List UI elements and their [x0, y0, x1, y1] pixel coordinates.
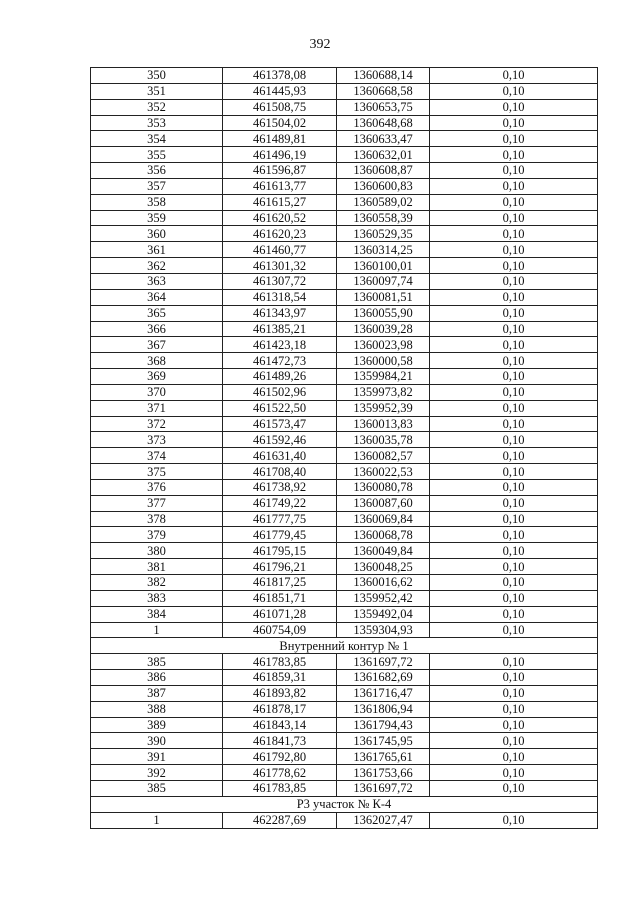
x-coordinate-cell: 461777,75: [223, 511, 337, 527]
point-number-cell: 376: [91, 479, 223, 495]
y-coordinate-cell: 1360558,39: [337, 210, 430, 226]
y-coordinate-cell: 1360068,78: [337, 527, 430, 543]
accuracy-cell: 0,10: [430, 242, 598, 258]
point-number-cell: 384: [91, 606, 223, 622]
accuracy-cell: 0,10: [430, 432, 598, 448]
table-row: [91, 369, 598, 385]
x-coordinate-cell: 461573,47: [223, 416, 337, 432]
point-number-cell: 377: [91, 495, 223, 511]
table-row: [91, 511, 598, 527]
y-coordinate-cell: 1360314,25: [337, 242, 430, 258]
y-coordinate-cell: 1360082,57: [337, 448, 430, 464]
y-coordinate-cell: 1359492,04: [337, 606, 430, 622]
accuracy-cell: 0,10: [430, 622, 598, 638]
section-header-row: [91, 796, 598, 812]
table-row: [91, 131, 598, 147]
point-number-cell: 381: [91, 559, 223, 575]
table-row: [91, 273, 598, 289]
y-coordinate-cell: 1360600,83: [337, 178, 430, 194]
y-coordinate-cell: 1360023,98: [337, 337, 430, 353]
accuracy-cell: 0,10: [430, 527, 598, 543]
accuracy-cell: 0,10: [430, 416, 598, 432]
accuracy-cell: 0,10: [430, 812, 598, 828]
x-coordinate-cell: 461522,50: [223, 400, 337, 416]
accuracy-cell: 0,10: [430, 733, 598, 749]
accuracy-cell: 0,10: [430, 305, 598, 321]
accuracy-cell: 0,10: [430, 289, 598, 305]
y-coordinate-cell: 1359304,93: [337, 622, 430, 638]
point-number-cell: 364: [91, 289, 223, 305]
point-number-cell: 374: [91, 448, 223, 464]
accuracy-cell: 0,10: [430, 685, 598, 701]
table-row: [91, 464, 598, 480]
x-coordinate-cell: 461778,62: [223, 765, 337, 781]
x-coordinate-cell: 461783,85: [223, 654, 337, 670]
y-coordinate-cell: 1360097,74: [337, 273, 430, 289]
accuracy-cell: 0,10: [430, 194, 598, 210]
y-coordinate-cell: 1360039,28: [337, 321, 430, 337]
y-coordinate-cell: 1361716,47: [337, 685, 430, 701]
table-row: [91, 685, 598, 701]
y-coordinate-cell: 1359973,82: [337, 384, 430, 400]
x-coordinate-cell: 461749,22: [223, 495, 337, 511]
accuracy-cell: 0,10: [430, 701, 598, 717]
accuracy-cell: 0,10: [430, 654, 598, 670]
table-row: [91, 258, 598, 274]
point-number-cell: 371: [91, 400, 223, 416]
x-coordinate-cell: 460754,09: [223, 622, 337, 638]
accuracy-cell: 0,10: [430, 273, 598, 289]
table-row: [91, 210, 598, 226]
accuracy-cell: 0,10: [430, 606, 598, 622]
table-row: [91, 670, 598, 686]
x-coordinate-cell: 461596,87: [223, 163, 337, 179]
table-row: [91, 717, 598, 733]
x-coordinate-cell: 461508,75: [223, 99, 337, 115]
point-number-cell: 361: [91, 242, 223, 258]
point-number-cell: 380: [91, 543, 223, 559]
point-number-cell: 366: [91, 321, 223, 337]
x-coordinate-cell: 461841,73: [223, 733, 337, 749]
y-coordinate-cell: 1360080,78: [337, 479, 430, 495]
y-coordinate-cell: 1360648,68: [337, 115, 430, 131]
y-coordinate-cell: 1360608,87: [337, 163, 430, 179]
accuracy-cell: 0,10: [430, 178, 598, 194]
y-coordinate-cell: 1360016,62: [337, 575, 430, 591]
table-row: [91, 479, 598, 495]
point-number-cell: 363: [91, 273, 223, 289]
x-coordinate-cell: 461738,92: [223, 479, 337, 495]
accuracy-cell: 0,10: [430, 210, 598, 226]
table-row: [91, 575, 598, 591]
y-coordinate-cell: 1360055,90: [337, 305, 430, 321]
accuracy-cell: 0,10: [430, 780, 598, 796]
point-number-cell: 390: [91, 733, 223, 749]
table-row: [91, 400, 598, 416]
table-row: [91, 99, 598, 115]
table-row: [91, 765, 598, 781]
accuracy-cell: 0,10: [430, 511, 598, 527]
point-number-cell: 370: [91, 384, 223, 400]
x-coordinate-cell: 461423,18: [223, 337, 337, 353]
table-row: [91, 194, 598, 210]
y-coordinate-cell: 1361794,43: [337, 717, 430, 733]
y-coordinate-cell: 1360087,60: [337, 495, 430, 511]
section-title: Р3 участок № К-4: [91, 796, 598, 812]
y-coordinate-cell: 1360069,84: [337, 511, 430, 527]
point-number-cell: 379: [91, 527, 223, 543]
table-row: [91, 559, 598, 575]
table-row: [91, 543, 598, 559]
accuracy-cell: 0,10: [430, 337, 598, 353]
x-coordinate-cell: 461796,21: [223, 559, 337, 575]
x-coordinate-cell: 461708,40: [223, 464, 337, 480]
x-coordinate-cell: 461615,27: [223, 194, 337, 210]
accuracy-cell: 0,10: [430, 543, 598, 559]
y-coordinate-cell: 1361682,69: [337, 670, 430, 686]
x-coordinate-cell: 461489,81: [223, 131, 337, 147]
y-coordinate-cell: 1362027,47: [337, 812, 430, 828]
y-coordinate-cell: 1360000,58: [337, 353, 430, 369]
table-row: [91, 147, 598, 163]
coordinates-table: [90, 67, 598, 829]
table-row: [91, 178, 598, 194]
point-number-cell: 378: [91, 511, 223, 527]
point-number-cell: 368: [91, 353, 223, 369]
x-coordinate-cell: 461795,15: [223, 543, 337, 559]
x-coordinate-cell: 461620,52: [223, 210, 337, 226]
section-header-row: [91, 638, 598, 654]
y-coordinate-cell: 1361745,95: [337, 733, 430, 749]
accuracy-cell: 0,10: [430, 99, 598, 115]
x-coordinate-cell: 461502,96: [223, 384, 337, 400]
table-row: [91, 622, 598, 638]
x-coordinate-cell: 461613,77: [223, 178, 337, 194]
y-coordinate-cell: 1361697,72: [337, 654, 430, 670]
x-coordinate-cell: 461878,17: [223, 701, 337, 717]
y-coordinate-cell: 1360633,47: [337, 131, 430, 147]
point-number-cell: 386: [91, 670, 223, 686]
point-number-cell: 388: [91, 701, 223, 717]
y-coordinate-cell: 1360048,25: [337, 559, 430, 575]
x-coordinate-cell: 462287,69: [223, 812, 337, 828]
accuracy-cell: 0,10: [430, 559, 598, 575]
page-number: 392: [309, 37, 331, 52]
x-coordinate-cell: 461343,97: [223, 305, 337, 321]
x-coordinate-cell: 461472,73: [223, 353, 337, 369]
table-row: [91, 812, 598, 828]
table-row: [91, 226, 598, 242]
point-number-cell: 387: [91, 685, 223, 701]
y-coordinate-cell: 1360632,01: [337, 147, 430, 163]
point-number-cell: 362: [91, 258, 223, 274]
table-row: [91, 353, 598, 369]
accuracy-cell: 0,10: [430, 131, 598, 147]
y-coordinate-cell: 1360013,83: [337, 416, 430, 432]
table-row: [91, 384, 598, 400]
accuracy-cell: 0,10: [430, 448, 598, 464]
y-coordinate-cell: 1360589,02: [337, 194, 430, 210]
table-row: [91, 115, 598, 131]
y-coordinate-cell: 1360668,58: [337, 83, 430, 99]
y-coordinate-cell: 1360653,75: [337, 99, 430, 115]
accuracy-cell: 0,10: [430, 479, 598, 495]
y-coordinate-cell: 1361753,66: [337, 765, 430, 781]
x-coordinate-cell: 461318,54: [223, 289, 337, 305]
point-number-cell: 392: [91, 765, 223, 781]
table-row: [91, 733, 598, 749]
point-number-cell: 360: [91, 226, 223, 242]
table-row: [91, 701, 598, 717]
table-row: [91, 305, 598, 321]
point-number-cell: 382: [91, 575, 223, 591]
x-coordinate-cell: 461783,85: [223, 780, 337, 796]
point-number-cell: 367: [91, 337, 223, 353]
table-row: [91, 321, 598, 337]
x-coordinate-cell: 461071,28: [223, 606, 337, 622]
x-coordinate-cell: 461489,26: [223, 369, 337, 385]
accuracy-cell: 0,10: [430, 226, 598, 242]
y-coordinate-cell: 1359952,42: [337, 590, 430, 606]
point-number-cell: 373: [91, 432, 223, 448]
table-row: [91, 289, 598, 305]
y-coordinate-cell: 1361765,61: [337, 749, 430, 765]
x-coordinate-cell: 461301,32: [223, 258, 337, 274]
x-coordinate-cell: 461859,31: [223, 670, 337, 686]
accuracy-cell: 0,10: [430, 590, 598, 606]
point-number-cell: 391: [91, 749, 223, 765]
table-row: [91, 416, 598, 432]
table-row: [91, 432, 598, 448]
y-coordinate-cell: 1361697,72: [337, 780, 430, 796]
accuracy-cell: 0,10: [430, 369, 598, 385]
y-coordinate-cell: 1360529,35: [337, 226, 430, 242]
table-row: [91, 527, 598, 543]
x-coordinate-cell: 461592,46: [223, 432, 337, 448]
accuracy-cell: 0,10: [430, 765, 598, 781]
point-number-cell: 358: [91, 194, 223, 210]
x-coordinate-cell: 461792,80: [223, 749, 337, 765]
x-coordinate-cell: 461843,14: [223, 717, 337, 733]
point-number-cell: 352: [91, 99, 223, 115]
accuracy-cell: 0,10: [430, 749, 598, 765]
table-row: [91, 780, 598, 796]
accuracy-cell: 0,10: [430, 147, 598, 163]
accuracy-cell: 0,10: [430, 575, 598, 591]
y-coordinate-cell: 1360688,14: [337, 68, 430, 84]
x-coordinate-cell: 461307,72: [223, 273, 337, 289]
coordinates-table-body: [91, 68, 598, 829]
accuracy-cell: 0,10: [430, 353, 598, 369]
table-row: [91, 749, 598, 765]
point-number-cell: 350: [91, 68, 223, 84]
accuracy-cell: 0,10: [430, 464, 598, 480]
y-coordinate-cell: 1359984,21: [337, 369, 430, 385]
accuracy-cell: 0,10: [430, 400, 598, 416]
accuracy-cell: 0,10: [430, 717, 598, 733]
x-coordinate-cell: 461460,77: [223, 242, 337, 258]
x-coordinate-cell: 461445,93: [223, 83, 337, 99]
x-coordinate-cell: 461851,71: [223, 590, 337, 606]
point-number-cell: 1: [91, 622, 223, 638]
x-coordinate-cell: 461496,19: [223, 147, 337, 163]
point-number-cell: 385: [91, 654, 223, 670]
point-number-cell: 359: [91, 210, 223, 226]
point-number-cell: 372: [91, 416, 223, 432]
point-number-cell: 365: [91, 305, 223, 321]
table-row: [91, 83, 598, 99]
accuracy-cell: 0,10: [430, 83, 598, 99]
table-row: [91, 242, 598, 258]
x-coordinate-cell: 461631,40: [223, 448, 337, 464]
y-coordinate-cell: 1360035,78: [337, 432, 430, 448]
x-coordinate-cell: 461620,23: [223, 226, 337, 242]
point-number-cell: 357: [91, 178, 223, 194]
x-coordinate-cell: 461504,02: [223, 115, 337, 131]
accuracy-cell: 0,10: [430, 68, 598, 84]
table-row: [91, 654, 598, 670]
table-row: [91, 68, 598, 84]
accuracy-cell: 0,10: [430, 321, 598, 337]
x-coordinate-cell: 461817,25: [223, 575, 337, 591]
point-number-cell: 356: [91, 163, 223, 179]
point-number-cell: 389: [91, 717, 223, 733]
point-number-cell: 1: [91, 812, 223, 828]
section-title: Внутренний контур № 1: [91, 638, 598, 654]
table-row: [91, 337, 598, 353]
accuracy-cell: 0,10: [430, 495, 598, 511]
y-coordinate-cell: 1360049,84: [337, 543, 430, 559]
point-number-cell: 351: [91, 83, 223, 99]
point-number-cell: 375: [91, 464, 223, 480]
y-coordinate-cell: 1360100,01: [337, 258, 430, 274]
y-coordinate-cell: 1361806,94: [337, 701, 430, 717]
y-coordinate-cell: 1360081,51: [337, 289, 430, 305]
x-coordinate-cell: 461385,21: [223, 321, 337, 337]
point-number-cell: 353: [91, 115, 223, 131]
accuracy-cell: 0,10: [430, 115, 598, 131]
table-row: [91, 606, 598, 622]
accuracy-cell: 0,10: [430, 670, 598, 686]
table-row: [91, 448, 598, 464]
point-number-cell: 354: [91, 131, 223, 147]
accuracy-cell: 0,10: [430, 163, 598, 179]
accuracy-cell: 0,10: [430, 258, 598, 274]
x-coordinate-cell: 461779,45: [223, 527, 337, 543]
x-coordinate-cell: 461378,08: [223, 68, 337, 84]
point-number-cell: 369: [91, 369, 223, 385]
point-number-cell: 383: [91, 590, 223, 606]
y-coordinate-cell: 1360022,53: [337, 464, 430, 480]
y-coordinate-cell: 1359952,39: [337, 400, 430, 416]
point-number-cell: 355: [91, 147, 223, 163]
table-row: [91, 590, 598, 606]
x-coordinate-cell: 461893,82: [223, 685, 337, 701]
table-row: [91, 495, 598, 511]
table-row: [91, 163, 598, 179]
accuracy-cell: 0,10: [430, 384, 598, 400]
point-number-cell: 385: [91, 780, 223, 796]
